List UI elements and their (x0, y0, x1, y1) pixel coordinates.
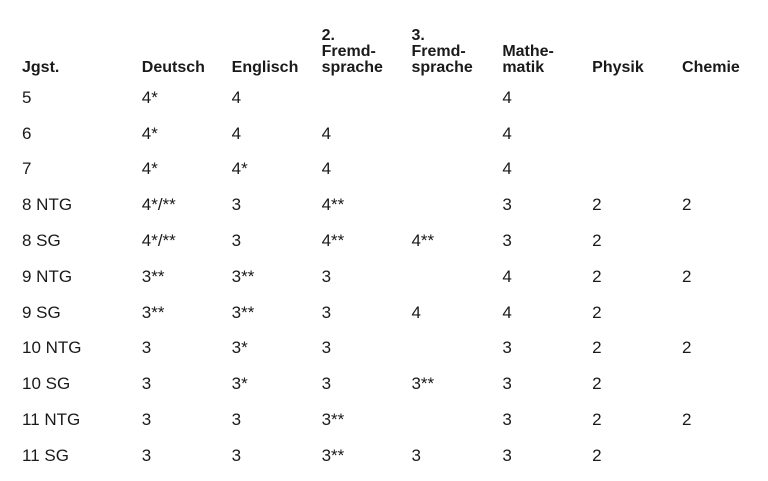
hours-cell-german: 3 (141, 374, 152, 394)
column-header-physics: Physik (592, 59, 644, 76)
hours-cell-math: 4 (502, 159, 512, 179)
hours-cell-chemistry: 2 (682, 338, 692, 358)
hours-cell-third-foreign-language (411, 116, 502, 152)
table-header (22, 14, 762, 80)
hours-cell-physics: 2 (592, 195, 602, 215)
hours-cell-second-foreign-language: 3** (321, 445, 345, 465)
column-header-chemistry: Chemie (682, 59, 740, 76)
hours-cell-english: 3 (231, 195, 242, 215)
hours-cell-chemistry (682, 438, 762, 474)
hours-cell-third-foreign-language: 4 (411, 302, 421, 322)
hours-cell-math: 4 (502, 302, 512, 322)
hours-cell-physics: 2 (592, 266, 602, 286)
table-row (22, 152, 762, 188)
hours-cell-german: 4*/** (141, 195, 176, 215)
header-row (22, 14, 762, 80)
hours-cell-third-foreign-language: 4** (411, 231, 435, 251)
hours-cell-physics: 2 (592, 410, 602, 430)
hours-cell-chemistry (682, 80, 762, 116)
hours-cell-german: 4* (141, 123, 158, 143)
hours-cell-chemistry: 2 (682, 410, 692, 430)
hours-cell-math: 3 (502, 195, 512, 215)
hours-cell-second-foreign-language: 3** (321, 410, 345, 430)
hours-cell-second-foreign-language: 4** (321, 195, 345, 215)
hours-cell-third-foreign-language: 3** (411, 374, 435, 394)
hours-cell-third-foreign-language: 3 (411, 445, 421, 465)
hours-cell-second-foreign-language: 3 (321, 338, 332, 358)
hours-cell-german: 4*/** (141, 231, 176, 251)
hours-cell-english: 3 (231, 231, 242, 251)
hours-cell-second-foreign-language: 3 (321, 302, 332, 322)
grade-cell: 10 NTG (22, 338, 82, 358)
grade-cell: 7 (22, 159, 32, 179)
hours-cell-chemistry (682, 223, 762, 259)
hours-cell-physics (592, 80, 682, 116)
table-row (22, 259, 762, 295)
column-header-second-foreign-language: 2. Fremd- sprache (321, 27, 383, 76)
grade-cell: 5 (22, 87, 32, 107)
table-row (22, 295, 762, 331)
grade-cell: 11 NTG (22, 410, 81, 430)
hours-cell-english: 4 (231, 123, 242, 143)
hours-cell-german: 4* (141, 87, 158, 107)
hours-cell-german: 3 (141, 445, 152, 465)
column-header-third-foreign-language: 3. Fremd- sprache (411, 27, 473, 76)
hours-cell-english: 3* (231, 374, 248, 394)
hours-cell-math: 3 (502, 374, 512, 394)
hours-cell-third-foreign-language (411, 80, 502, 116)
grade-cell: 10 SG (22, 374, 71, 394)
table-row (22, 80, 762, 116)
hours-cell-math: 3 (502, 410, 512, 430)
hours-cell-third-foreign-language (411, 187, 502, 223)
table-row (22, 116, 762, 152)
hours-cell-english: 3 (231, 445, 242, 465)
grade-cell: 8 SG (22, 231, 61, 251)
grade-cell: 11 SG (22, 445, 69, 465)
hours-cell-math: 4 (502, 123, 512, 143)
grade-cell: 9 NTG (22, 266, 73, 286)
hours-cell-german: 3** (141, 266, 165, 286)
hours-cell-physics: 2 (592, 374, 602, 394)
hours-cell-physics: 2 (592, 231, 602, 251)
hours-cell-third-foreign-language (411, 152, 502, 188)
hours-cell-german: 3 (141, 338, 152, 358)
hours-cell-math: 3 (502, 231, 512, 251)
hours-cell-math: 4 (502, 266, 512, 286)
hours-cell-english: 3 (231, 410, 242, 430)
timetable-container (22, 14, 762, 474)
lesson-hours-table (22, 14, 762, 474)
hours-cell-chemistry: 2 (682, 195, 692, 215)
hours-cell-physics: 2 (592, 302, 602, 322)
hours-cell-third-foreign-language (411, 259, 502, 295)
grade-cell: 6 (22, 123, 32, 143)
table-body (22, 80, 762, 474)
hours-cell-chemistry (682, 366, 762, 402)
table-row (22, 331, 762, 367)
grade-cell: 9 SG (22, 302, 61, 322)
hours-cell-english: 3** (231, 266, 255, 286)
table-row (22, 402, 762, 438)
table-row (22, 366, 762, 402)
hours-cell-math: 4 (502, 87, 512, 107)
column-header-grade: Jgst. (22, 59, 60, 76)
column-header-german: Deutsch (141, 59, 205, 76)
table-row (22, 223, 762, 259)
hours-cell-english: 3** (231, 302, 255, 322)
hours-cell-third-foreign-language (411, 331, 502, 367)
hours-cell-math: 3 (502, 338, 512, 358)
grade-cell: 8 NTG (22, 195, 73, 215)
hours-cell-german: 3** (141, 302, 165, 322)
hours-cell-second-foreign-language: 3 (321, 266, 332, 286)
hours-cell-second-foreign-language (322, 80, 412, 116)
hours-cell-german: 4* (141, 159, 158, 179)
hours-cell-chemistry: 2 (682, 266, 692, 286)
hours-cell-third-foreign-language (411, 402, 502, 438)
table-row (22, 187, 762, 223)
hours-cell-english: 3* (231, 338, 248, 358)
hours-cell-german: 3 (141, 410, 152, 430)
hours-cell-physics: 2 (592, 445, 602, 465)
hours-cell-physics: 2 (592, 338, 602, 358)
hours-cell-second-foreign-language: 4 (321, 159, 332, 179)
column-header-math: Mathe- matik (502, 43, 554, 76)
column-header-english: Englisch (231, 59, 299, 76)
hours-cell-physics (592, 152, 682, 188)
hours-cell-math: 3 (502, 445, 512, 465)
hours-cell-second-foreign-language: 3 (321, 374, 332, 394)
hours-cell-physics (592, 116, 682, 152)
hours-cell-chemistry (682, 116, 762, 152)
hours-cell-english: 4 (231, 87, 242, 107)
table-row (22, 438, 762, 474)
hours-cell-chemistry (682, 295, 762, 331)
hours-cell-english: 4* (231, 159, 248, 179)
hours-cell-second-foreign-language: 4 (321, 123, 332, 143)
hours-cell-chemistry (682, 152, 762, 188)
hours-cell-second-foreign-language: 4** (321, 231, 345, 251)
